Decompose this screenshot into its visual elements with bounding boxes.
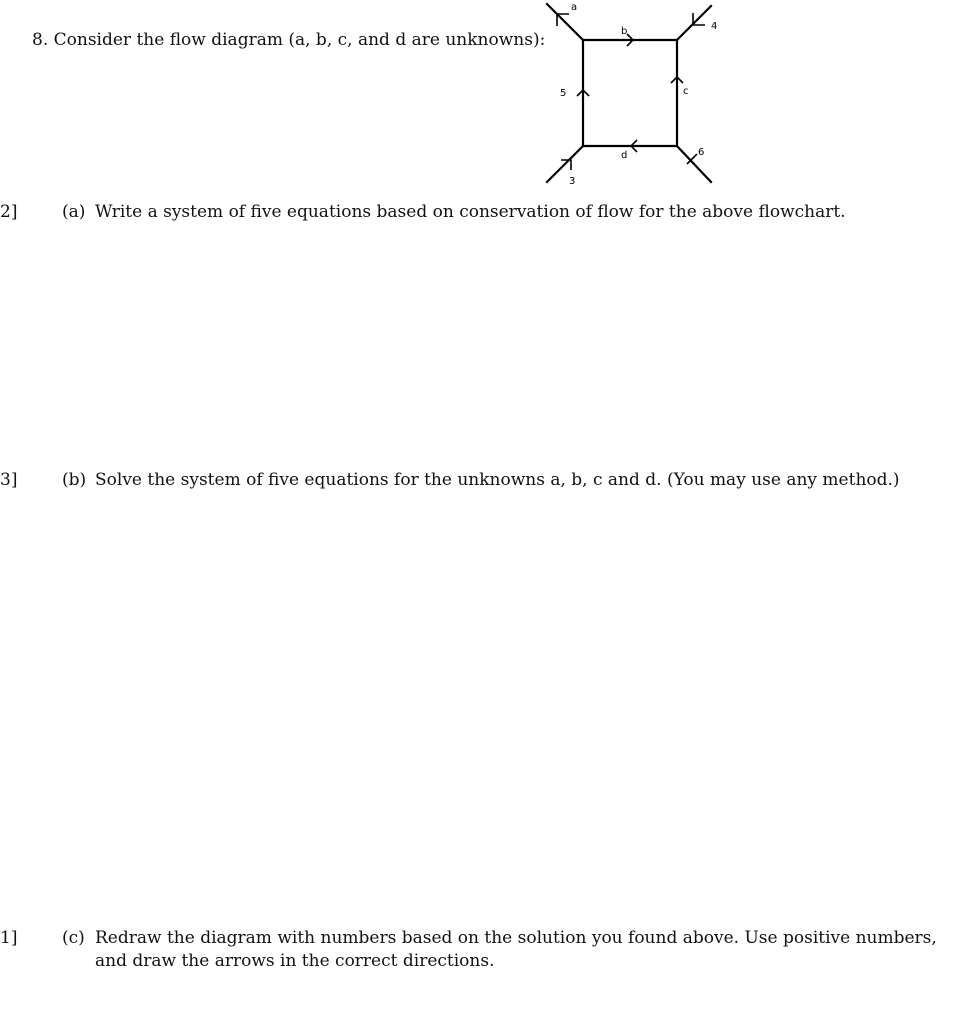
edge-a — [547, 4, 583, 40]
label-4: 4 — [711, 21, 718, 32]
part-b — [62, 469, 900, 492]
points-c: 1] — [0, 928, 18, 948]
part-a-tag: (a) — [62, 202, 86, 222]
label-5: 5 — [560, 88, 567, 99]
label-d: d — [621, 150, 628, 161]
flow-diagram — [535, 0, 735, 190]
part-b-text: Solve the system of five equations for the unknowns a, b, c and d. (You may use any method.) — [95, 470, 900, 490]
points-a: 2] — [0, 202, 18, 222]
question-header — [32, 29, 545, 52]
question-number: 8. — [32, 30, 49, 50]
edge-3 — [547, 146, 583, 182]
part-a — [62, 201, 846, 224]
part-c — [62, 927, 937, 973]
points-b: 3] — [0, 470, 18, 490]
label-c: c — [683, 86, 689, 97]
part-c-tag: (c) — [62, 928, 85, 948]
label-b: b — [621, 26, 628, 37]
question-prompt: Consider the flow diagram (a, b, c, and d are unknowns): — [53, 30, 546, 50]
part-c-text-cont: and draw the arrows in the correct directions. — [95, 951, 495, 971]
label-3: 3 — [569, 176, 576, 187]
label-a: a — [571, 2, 578, 13]
part-a-text: Write a system of five equations based on conservation of flow for the above flowchart. — [95, 202, 846, 222]
edge-6 — [677, 146, 711, 182]
label-6: 6 — [698, 147, 705, 158]
edge-4 — [677, 6, 711, 40]
part-c-text: Redraw the diagram with numbers based on the solution you found above. Use positive numbers, — [95, 928, 937, 948]
part-b-tag: (b) — [62, 470, 87, 490]
